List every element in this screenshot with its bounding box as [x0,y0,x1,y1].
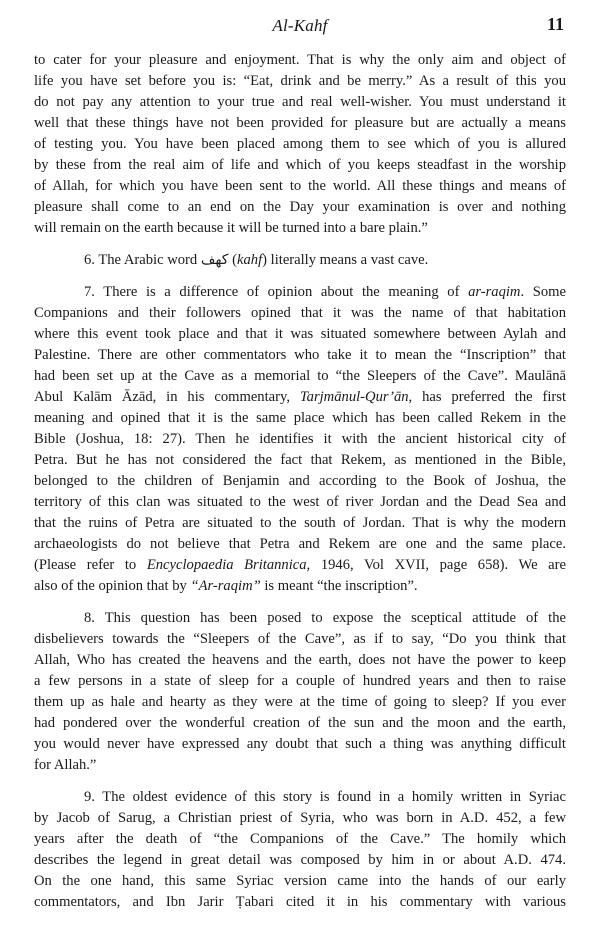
text-line: had pondered over the wonderful creation of the sun and the moon and the earth, [34,715,566,731]
text-line: do not pay any attention to your true and real well-wisher. You must understand it [34,94,566,110]
text-line: to cater for your pleasure and enjoyment. That is why the only aim and object of [34,52,566,68]
term-encyclopaedia: Encyclopaedia Britannica, [146,557,311,573]
text-line: by these from the real aim of life and which of you keeps steadfast in the worship [34,157,566,173]
note-6-text-end: ) literally means a vast cave. [262,252,429,268]
text-line: Allah, Who has created the heavens and the earth, does not have the power to keep [34,652,566,668]
text-run: . Some [520,284,566,300]
text-line [34,387,566,408]
open-paren: ( [228,252,237,268]
arabic-word: كهف [200,252,229,268]
note-8 [34,608,566,776]
text-line: well that these things have not been provided for pleasure but are actually a means [34,115,566,131]
term-ar-raqim: ar-raqim [468,284,521,300]
text-line: Bible (Joshua, 18: 27). Then he identifies it with the ancient historical city of [34,431,566,447]
note-6 [34,250,566,271]
text-line: Companions and their followers opined that it was the name of that habitation [34,305,566,321]
text-line: On the one hand, this same Syriac version came into the hands of our early [34,873,566,889]
text-line: a few persons in a state of sleep for a couple of hundred years and then to raise [34,673,566,689]
text-line [34,555,566,576]
text-line: years after the death of “the Companions of the Cave.” The homily which [34,831,566,847]
text-run: (Please refer to [34,557,147,573]
text-line: Petra. But he has not considered the fact that Rekem, as mentioned in the Bible, [34,452,566,468]
text-line: that the ruins of Petra are situated to the south of Jordan. That is why the modern [34,515,566,531]
text-run: 1946, Vol XVII, page 658). We are [310,557,566,573]
text-line: will remain on the earth because it will be turned into a bare plain.” [34,220,428,236]
transliterated-term: kahf [237,252,263,268]
term-tarjmanul-quran: Tarjmānul-Qur’ān [299,389,409,405]
text-line: had been set up at the Cave as a memorial to “the Sleepers of the Cave”. Maulānā [34,368,566,384]
text-line [34,576,566,597]
text-line: meaning and opined that it is the same place which has been called Rekem in the [34,410,566,426]
page-header [0,14,600,38]
text-run: 7. There is a difference of opinion about the meaning of [84,284,469,300]
text-line: them up as hale and hearty as they were at the time of going to sleep? If you ever [34,694,566,710]
text-line: belonged to the children of Benjamin and according to the Book of Joshua, the [34,473,566,489]
paragraph-continuation [34,50,566,239]
text-line: pleasure shall come to an end on the Day your examination is over and nothing [34,199,566,215]
text-line: for Allah.” [34,757,97,773]
text-line: by Jacob of Sarug, a Christian priest of Syria, who was born in A.D. 452, a few [34,810,566,826]
text-line: life you have set before you is: “Eat, drink and be merry.” As a result of this you [34,73,566,89]
text-line [34,282,566,303]
text-line: territory of this clan was situated to the west of river Jordan and the Dead Sea and [34,494,566,510]
text-line: Palestine. There are other commentators who take it to mean the “Inscription” that [34,347,566,363]
term-ar-raqim-quoted: “Ar-raqim” [190,578,261,594]
text-line: commentators, and Ibn Jarir Ṭabari cited it in his commentary with various [34,894,566,910]
text-run: also of the opinion that by [34,578,191,594]
text-line: disbelievers towards the “Sleepers of the Cave”, as if to say, “Do you think that [34,631,566,647]
note-6-text: 6. The Arabic word [84,252,201,268]
text-line: you would never have expressed any doubt that such a thing was anything difficult [34,736,566,752]
text-run: is meant “the inscription”. [260,578,418,594]
running-title: Al-Kahf [272,16,328,35]
text-line: of Allah, for which you have been sent to the world. All these things and means of [34,178,566,194]
text-run: , has preferred the first [408,389,566,405]
text-line: 9. The oldest evidence of this story is found in a homily written in Syriac [84,789,566,805]
text-line: 8. This question has been posed to expose the sceptical attitude of the [84,610,566,626]
text-line: where this event took place and that it was situated somewhere between Aylah and [34,326,566,342]
text-line: archaeologists do not believe that Petra and Rekem are one and the same place. [34,536,566,552]
page-number: 11 [546,14,564,34]
text-run: Abul Kalām Āzād, in his commentary, [34,389,300,405]
page-body [34,50,566,913]
note-7 [34,282,566,597]
note-9 [34,787,566,913]
text-line: describes the legend in great detail was composed by him in or about A.D. 474. [34,852,566,868]
text-line: of testing you. You have been placed among them to see which of you is allured [34,136,566,152]
